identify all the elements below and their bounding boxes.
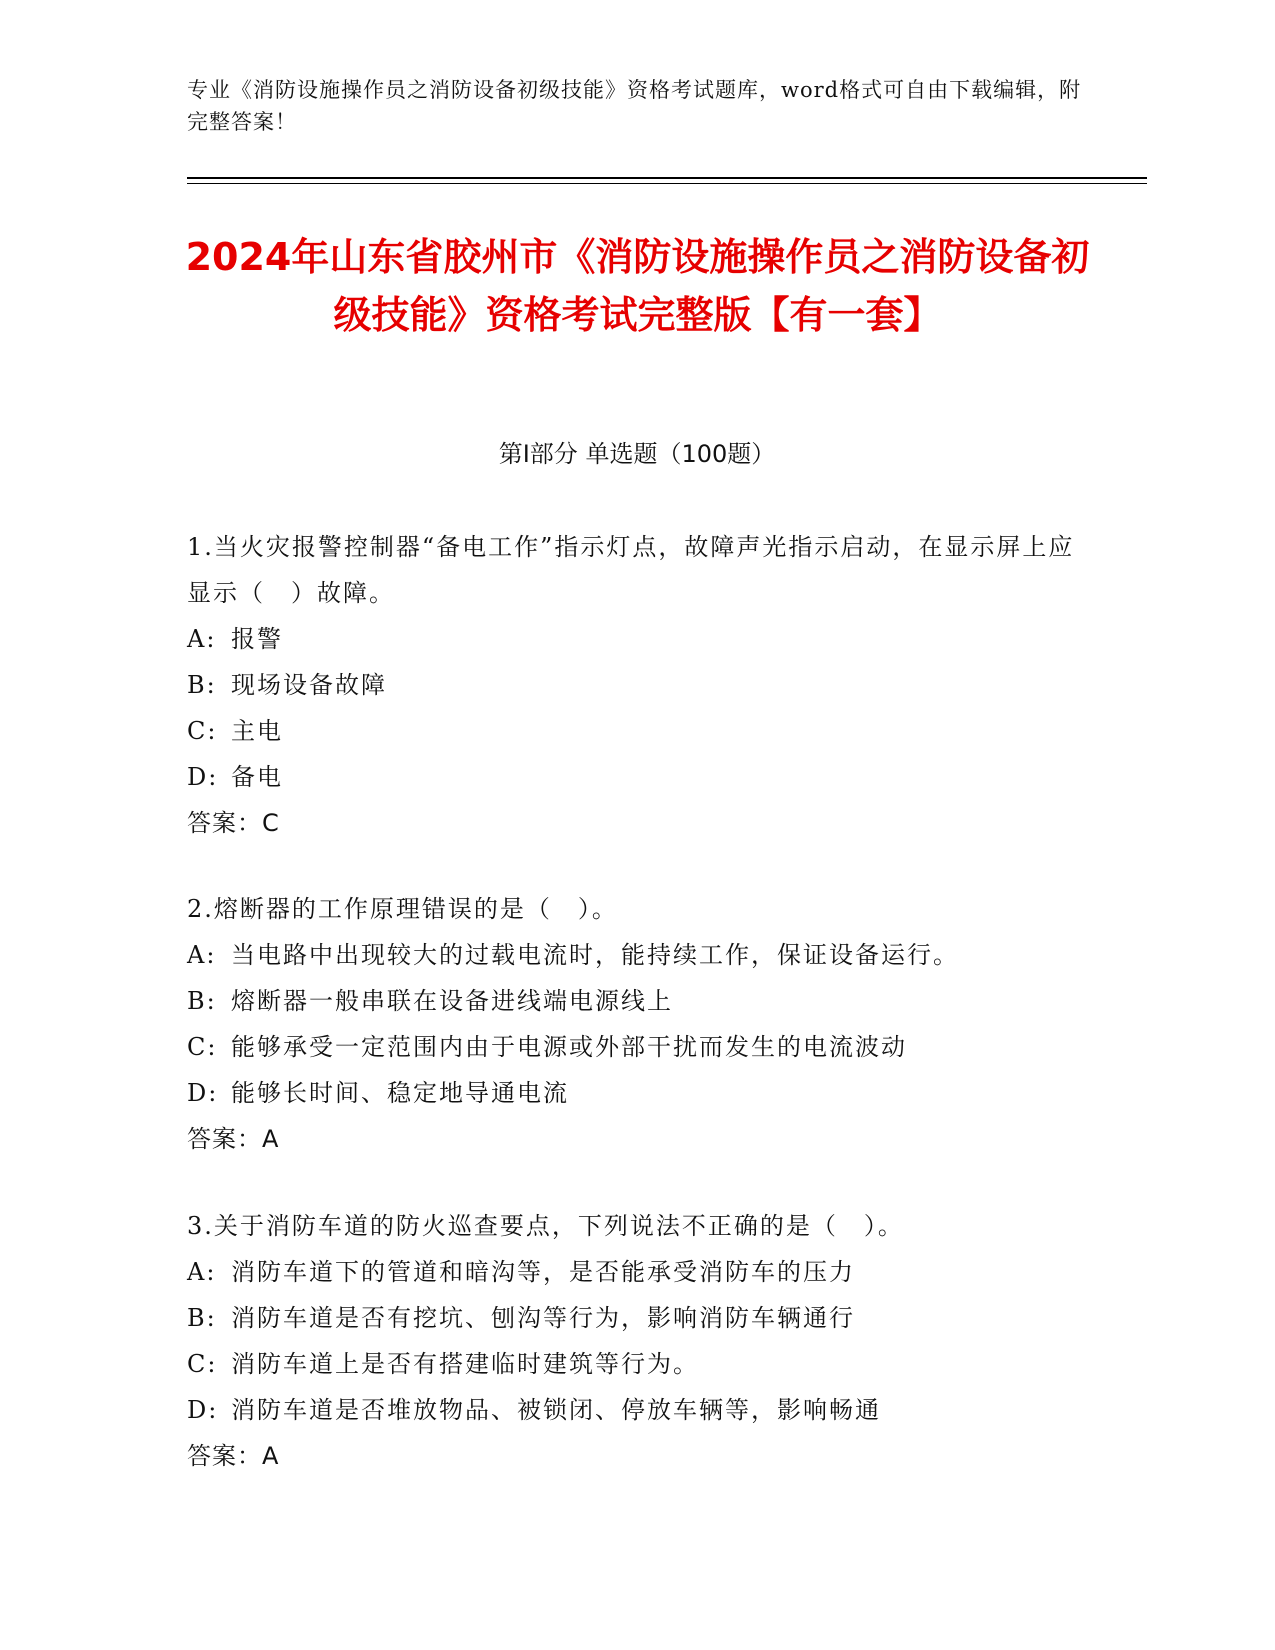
option-c	[187, 708, 1087, 754]
option-text: 主电	[231, 717, 283, 745]
option-text: 消防车道上是否有搭建临时建筑等行为。	[231, 1350, 699, 1378]
question-block	[187, 886, 1087, 1162]
option-letter: A:	[187, 941, 217, 969]
answer-line: 答案：A	[187, 1125, 280, 1153]
question-stem: 2.熔断器的工作原理错误的是（ ）。	[187, 895, 618, 923]
option-letter: A:	[187, 1258, 217, 1286]
question-stem: 1.当火灾报警控制器“备电工作”指示灯点，故障声光指示启动，在显示屏上应显示（ ）故障。	[187, 533, 1075, 607]
option-text: 熔断器一般串联在设备进线端电源线上	[231, 987, 673, 1015]
option-text: 备电	[231, 763, 283, 791]
option-c	[187, 1024, 1087, 1070]
option-text: 消防车道是否有挖坑、刨沟等行为，影响消防车辆通行	[231, 1304, 855, 1332]
option-text: 现场设备故障	[231, 671, 387, 699]
option-a	[187, 932, 1087, 978]
option-letter: D:	[187, 1396, 219, 1424]
option-text: 报警	[231, 625, 283, 653]
option-text: 消防车道下的管道和暗沟等，是否能承受消防车的压力	[231, 1258, 855, 1286]
option-a	[187, 1249, 1087, 1295]
option-b	[187, 1295, 1087, 1341]
header-rule-thick	[187, 177, 1147, 179]
option-text: 能够承受一定范围内由于电源或外部干扰而发生的电流波动	[231, 1033, 907, 1061]
header-rule-thin	[187, 183, 1147, 184]
answer-line: 答案：C	[187, 809, 280, 837]
option-letter: C:	[187, 1350, 218, 1378]
header-note: 专业《消防设施操作员之消防设备初级技能》资格考试题库，word格式可自由下载编辑，附完整答案！	[187, 78, 1082, 134]
option-d	[187, 754, 1087, 800]
option-letter: C:	[187, 717, 218, 745]
option-letter: C:	[187, 1033, 218, 1061]
option-letter: B:	[187, 987, 217, 1015]
option-letter: B:	[187, 1304, 217, 1332]
option-b	[187, 662, 1087, 708]
question-block	[187, 524, 1087, 846]
option-letter: D:	[187, 763, 219, 791]
document-title: 2024年山东省胶州市《消防设施操作员之消防设备初级技能》资格考试完整版【有一套】	[185, 235, 1090, 337]
option-letter: A:	[187, 625, 217, 653]
option-text: 消防车道是否堆放物品、被锁闭、停放车辆等，影响畅通	[231, 1396, 881, 1424]
option-b	[187, 978, 1087, 1024]
section-title: 第I部分 单选题（100题）	[498, 440, 776, 468]
answer-line: 答案：A	[187, 1442, 280, 1470]
option-d	[187, 1387, 1087, 1433]
option-letter: B:	[187, 671, 217, 699]
option-a	[187, 616, 1087, 662]
question-stem: 3.关于消防车道的防火巡查要点，下列说法不正确的是（ ）。	[187, 1212, 904, 1240]
option-letter: D:	[187, 1079, 219, 1107]
option-c	[187, 1341, 1087, 1387]
option-d	[187, 1070, 1087, 1116]
option-text: 当电路中出现较大的过载电流时，能持续工作，保证设备运行。	[231, 941, 959, 969]
option-text: 能够长时间、稳定地导通电流	[231, 1079, 569, 1107]
question-block	[187, 1203, 1087, 1479]
